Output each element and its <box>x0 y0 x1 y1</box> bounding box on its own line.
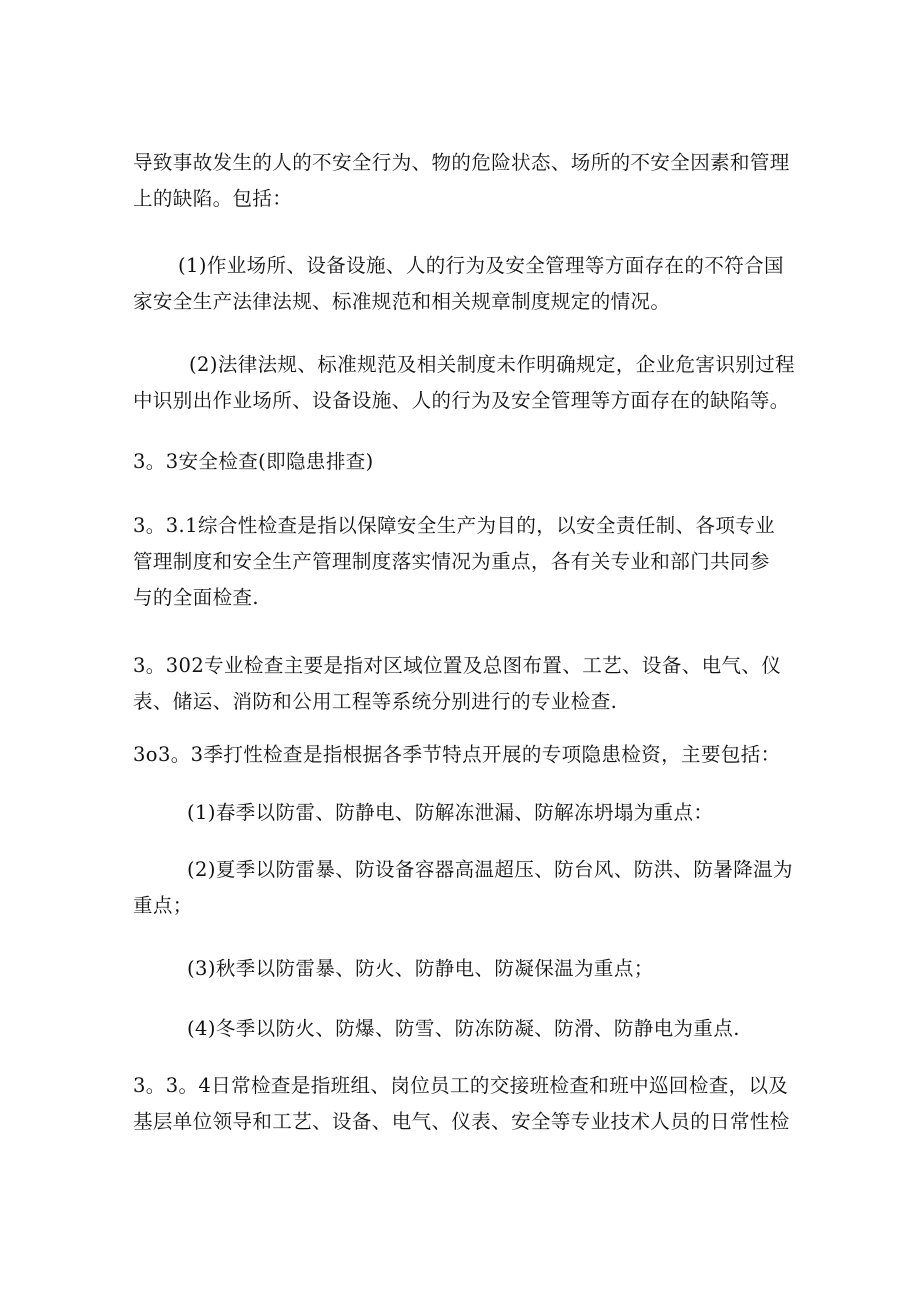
text-line: 3o3。3季打性检查是指根据各季节特点开展的专项隐患检资，主要包括： <box>133 743 781 766</box>
text-line: 导致事故发生的人的不安全行为、物的危险状态、场所的不安全因素和管理 <box>133 151 790 174</box>
text-line: (1)作业场所、设备设施、人的行为及安全管理等方面存在的不符合国 <box>178 254 784 277</box>
paragraph-3-3-1 <box>133 508 798 616</box>
text-line: (2)夏季以防雷暴、防设备容器高温超压、防台风、防洪、防暑降温为 <box>187 858 793 881</box>
text-line: 基层单位领导和工艺、设备、电气、仪表、安全等专业技术人员的日常性检 <box>133 1110 790 1133</box>
text-line: 与的全面检查. <box>133 586 259 609</box>
paragraph-summer <box>133 852 798 924</box>
paragraph-hazard-definition <box>133 145 798 217</box>
text-line: 管理制度和安全生产管理制度落实情况为重点，各有关专业和部门共同参 <box>133 550 770 573</box>
text-line: 中识别出作业场所、设备设施、人的行为及安全管理等方面存在的缺陷等。 <box>133 389 790 412</box>
section-heading-3-3 <box>133 444 798 480</box>
text-line: (2)法律法规、标准规范及相关制度未作明确规定，企业危害识别过程 <box>189 353 795 376</box>
text-line: 家安全生产法律法规、标准规范和相关规章制度规定的情况。 <box>133 290 671 313</box>
text-line: (4)冬季以防火、防爆、防雪、防冻防凝、防滑、防静电为重点. <box>187 1017 740 1040</box>
paragraph-winter <box>133 1011 798 1047</box>
text-line: 3。3安全检查(即隐患排查) <box>133 450 374 473</box>
text-line: 3。302专业检查主要是指对区域位置及总图布置、工艺、设备、电气、仪 <box>133 654 782 677</box>
paragraph-item-1 <box>133 248 798 320</box>
paragraph-3-3-2 <box>133 648 798 720</box>
text-line: 重点； <box>133 894 193 917</box>
text-line: (3)秋季以防雷暴、防火、防静电、防凝保温为重点； <box>187 957 654 980</box>
paragraph-item-2 <box>133 347 798 419</box>
text-line: 表、储运、消防和公用工程等系统分别进行的专业检查. <box>133 690 618 713</box>
text-line: 3。3.1综合性检查是指以保障安全生产为目的，以安全责任制、各项专业 <box>133 514 776 537</box>
paragraph-3-3-3 <box>133 737 798 773</box>
paragraph-3-3-4 <box>133 1068 798 1140</box>
text-line: (1)春季以防雷、防静电、防解冻泄漏、防解冻坍塌为重点： <box>187 801 714 824</box>
paragraph-spring <box>133 795 798 831</box>
text-line: 3。3。4日常检查是指班组、岗位员工的交接班检查和班中巡回检查，以及 <box>133 1074 789 1097</box>
text-line: 上的缺陷。包括： <box>133 187 293 210</box>
paragraph-autumn <box>133 951 798 987</box>
